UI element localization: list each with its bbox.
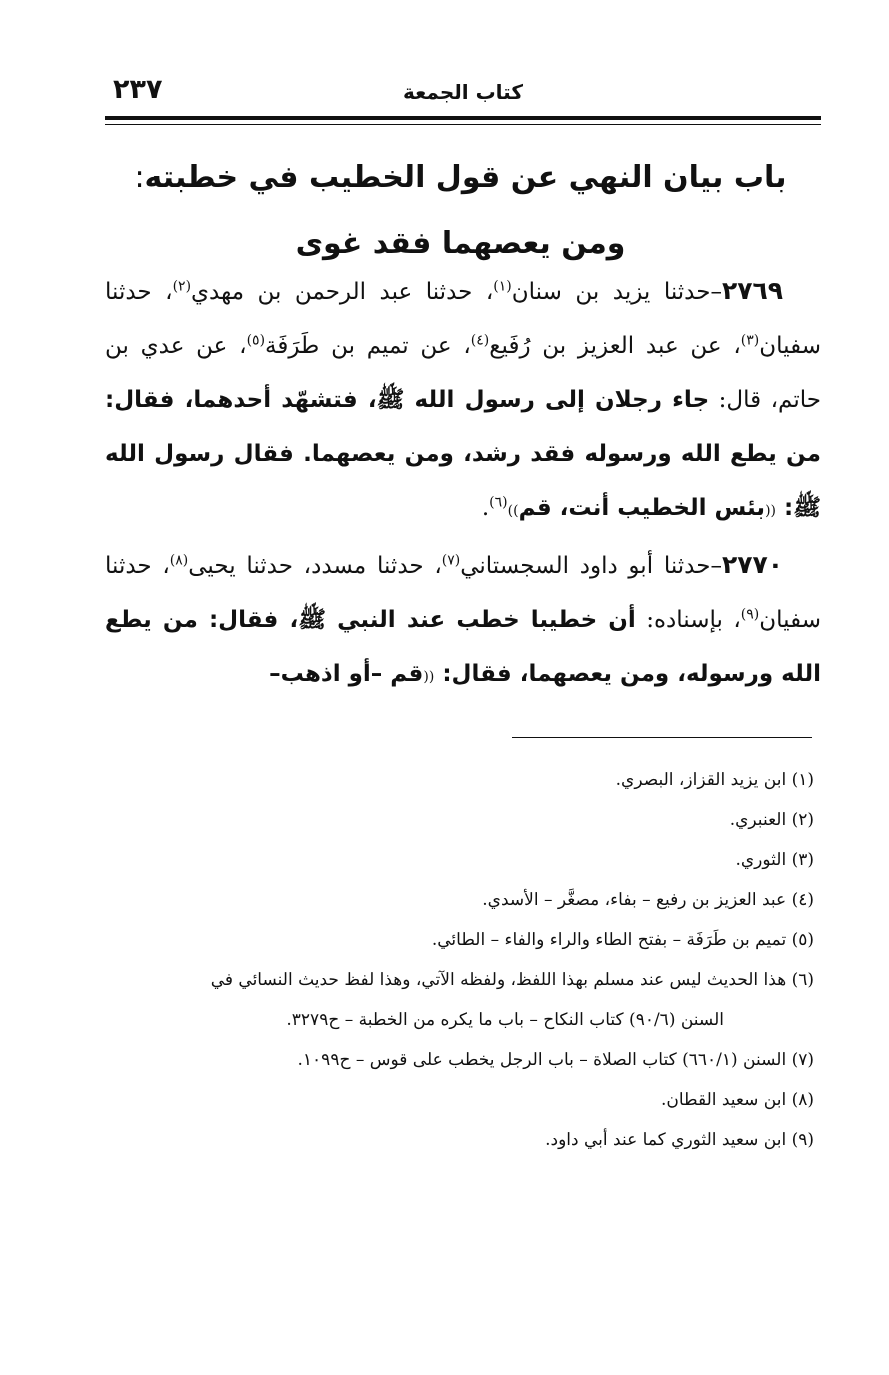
chapter-title-main: باب بيان النهي عن قول الخطيب في خطبته [144, 160, 787, 195]
isnad-text: ، حدثنا مسدد، حدثنا يحيى [188, 553, 442, 579]
footnote-7: (٧) السنن (٦٦٠/١) كتاب الصلاة – باب الرجل يخطب على قوس – ح١٠٩٩. [297, 1050, 814, 1070]
page-header [105, 70, 821, 112]
footnote-ref: (٥) [246, 332, 266, 349]
footnote-ref: (١) [493, 278, 512, 295]
footnote-ref: (٣) [740, 332, 760, 349]
footnote-2: (٢) العنبري. [729, 810, 814, 830]
main-text [105, 264, 821, 704]
matn-text: أن خطيبا خطب عند النبي ﷺ، فقال: من يطع الله ورسوله، ومن يعصهما، فقال: [105, 607, 821, 687]
footnote-4: (٤) عبد العزيز بن رفيع – بفاء، مصغَّر – الأسدي. [482, 890, 814, 910]
hadith-number: ٢٧٦٩ [721, 276, 784, 305]
chapter-heading [98, 145, 823, 277]
matn-text: قم –أو اذهب– [269, 661, 424, 687]
isnad-text: ، عن تميم بن طَرَفَة [265, 333, 471, 359]
isnad-text: –حدثنا أبو داود السجستاني [460, 553, 722, 579]
isnad-text: ، عن عدي بن حاتم، قال: [105, 333, 821, 413]
hadith-number: ٢٧٧٠ [721, 550, 784, 579]
hadith-2769 [105, 264, 821, 538]
chapter-title-rest: ومن يعصهما فقد غوى [295, 226, 626, 261]
isnad-text: ، حدثنا عبد الرحمن بن مهدي [191, 279, 494, 305]
running-title: كتاب الجمعة [403, 80, 523, 104]
isnad-text: ، حدثنا سفيان [105, 553, 822, 633]
matn-text: بئس الخطيب أنت، قم [518, 495, 766, 521]
page-number: ٢٣٧ [113, 74, 163, 105]
isnad-text: ، حدثنا سفيان [105, 279, 822, 359]
quote-open: (( [765, 503, 776, 519]
isnad-text: ، بإسناده: [635, 607, 741, 633]
footnote-ref: (٤) [470, 332, 490, 349]
isnad-text: –حدثنا يزيد بن سنان [511, 279, 722, 305]
footnote-6: (٦) هذا الحديث ليس عند مسلم بهذا اللفظ، ولفظه الآتي، وهذا لفظ حديث النسائي في [210, 970, 814, 990]
footnote-3: (٣) الثوري. [735, 850, 814, 870]
quote-close: )) [507, 503, 519, 519]
header-rule-thick [105, 116, 821, 120]
footnote-ref: (٩) [740, 606, 760, 623]
isnad-text: ، عن عبد العزيز بن رُفَيع [489, 333, 741, 359]
matn-text: جاء رجلان إلى رسول الله ﷺ، فتشهّد أحدهما، فقال: من يطع الله ورسوله فقد رشد، ومن يعصهما. فقال رسول الله ﷺ: [105, 387, 821, 521]
footnote-ref: (٦) [489, 494, 508, 511]
end-mark: . [481, 495, 490, 521]
footnote-1: (١) ابن يزيد القزاز، البصري. [615, 770, 814, 790]
footnote-6-continued: السنن (٩٠/٦) كتاب النكاح – باب ما يكره من الخطبة – ح٣٢٧٩. [286, 1010, 724, 1030]
header-rule-thin [105, 124, 821, 125]
footnote-separator [512, 737, 812, 738]
quote-open: (( [423, 669, 435, 685]
chapter-title-sep: : [134, 160, 145, 195]
footnote-9: (٩) ابن سعيد الثوري كما عند أبي داود. [545, 1130, 814, 1150]
footnote-ref: (٧) [441, 552, 461, 569]
footnote-5: (٥) تميم بن طَرَفَة – بفتح الطاء والراء والفاء – الطائي. [431, 930, 814, 950]
hadith-2770 [105, 538, 821, 704]
footnotes [100, 760, 814, 1160]
footnote-ref: (٨) [169, 552, 189, 569]
footnote-8: (٨) ابن سعيد القطان. [660, 1090, 814, 1110]
footnote-ref: (٢) [172, 278, 192, 295]
